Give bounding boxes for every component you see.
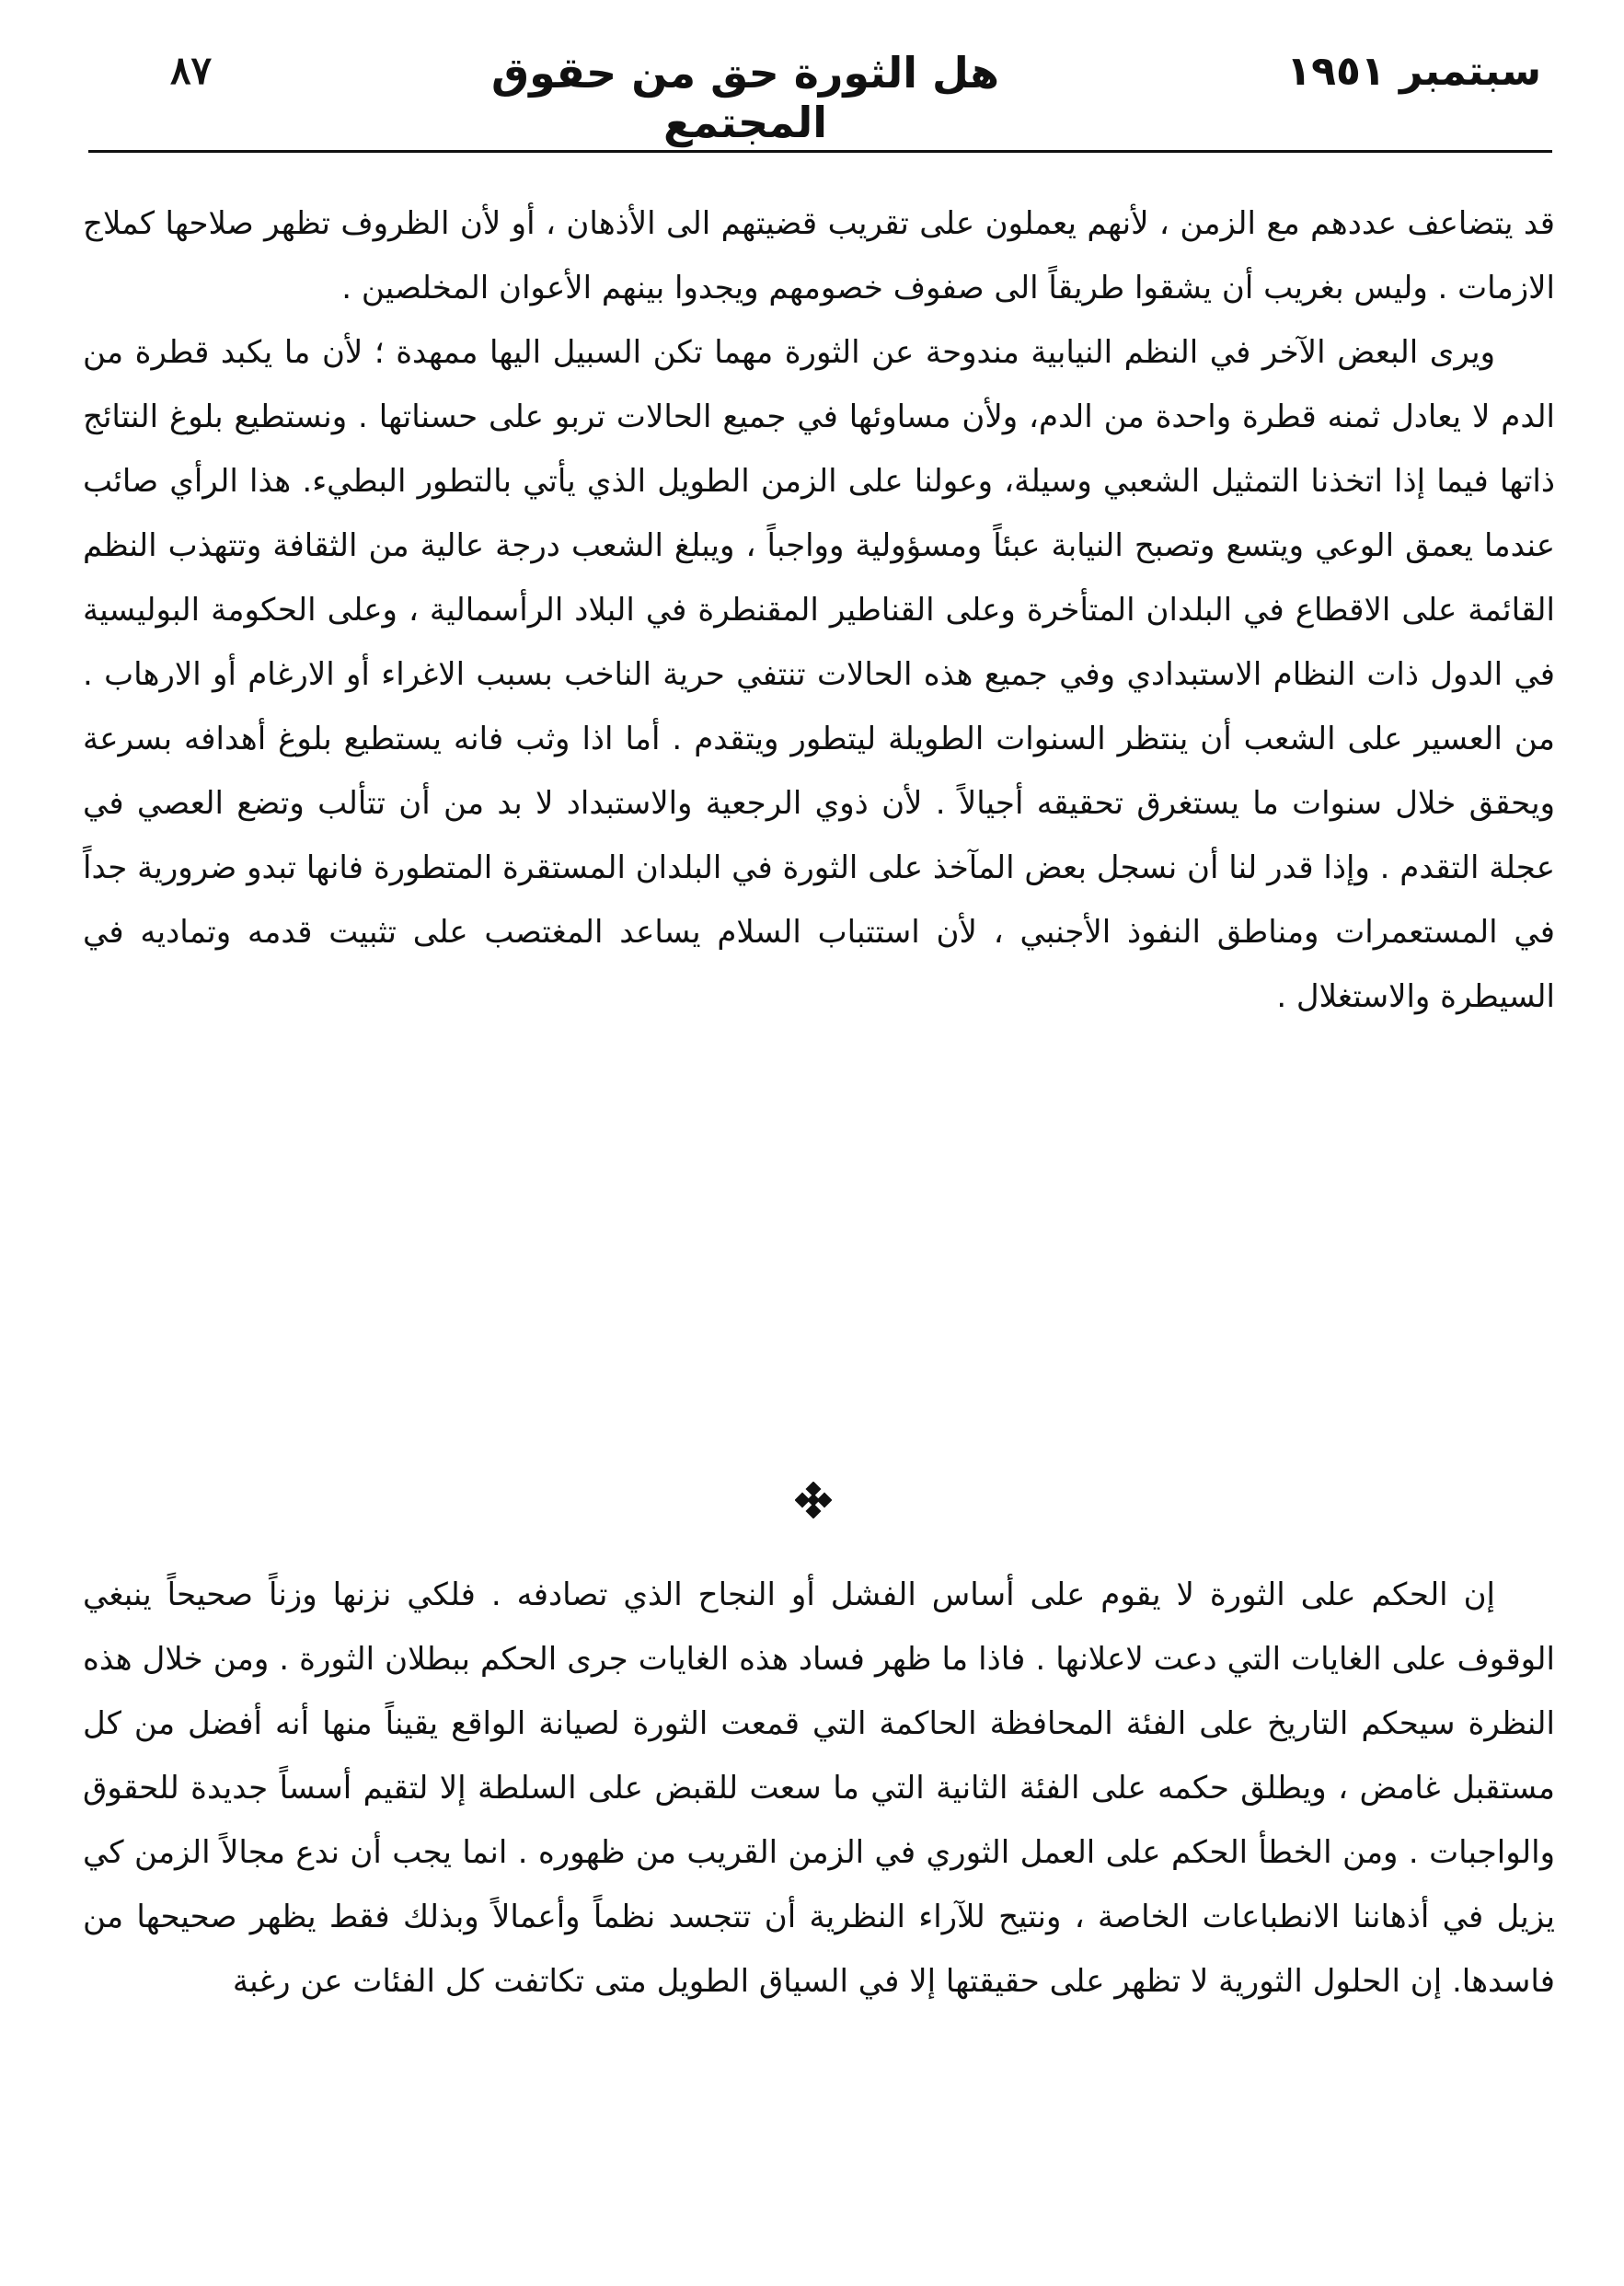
text-block-2 <box>83 1563 1555 2014</box>
paragraph-judging-revolution: إن الحكم على الثورة لا يقوم على أساس الفشل أو النجاح الذي تصادفه . فلكي نزنها وزناً صحيحاً ينبغي الوقوف على الغايات التي دعت لاعلانها . فاذا ما ظهر فساد هذه الغايات جرى الحكم ببطلان الثورة . ومن خلال هذه النظرة سيحكم التاريخ على الفئة المحافظة الحاكمة التي قمعت الثورة لصيانة الواقع يقيناً منها أنه أفضل من كل مستقبل غامض ، ويطلق حكمه على الفئة الثانية التي ما سعت للقبض على السلطة إلا لتقيم أسساً جديدة للحقوق والواجبات . ومن الخطأ الحكم على العمل الثوري في الزمن القريب من ظهوره . انما يجب أن ندع مجالاً الزمن كي يزيل في أذهاننا الانطباعات الخاصة ، ونتيح للآراء النظرية أن تتجسد نظماً وأعمالاً وبذلك فقط يظهر صحيحها من فاسدها. إن الحلول الثورية لا تظهر على حقيقتها إلا في السياق الطويل متى تكاتفت كل الفئات عن رغبة <box>83 1576 1555 2000</box>
running-head <box>83 48 1541 147</box>
running-title: هل الثورة حق من حقوق المجتمع <box>490 48 1000 147</box>
paragraph-parliamentary-systems: ويرى البعض الآخر في النظم النيابية مندوحة عن الثورة مهما تكن السبيل اليها ممهدة ؛ لأن ما يكبد قطرة من الدم لا يعادل ثمنه قطرة واحدة من الدم، ولأن مساوئها في جميع الحالات تربو على حسناتها . ونستطيع بلوغ النتائج ذاتها فيما إذا اتخذنا التمثيل الشعبي وسيلة، وعولنا على الزمن الطويل الذي يأتي بالتطور البطيء. هذا الرأي صائب عندما يعمق الوعي ويتسع وتصبح النيابة عبئاً ومسؤولية وواجباً ، ويبلغ الشعب درجة عالية من الثقافة وتتهذب النظم القائمة على الاقطاع في البلدان المتأخرة وعلى القناطير المقنطرة في البلاد الرأسمالية ، وعلى الحكومة البوليسية في الدول ذات النظام الاستبدادي وفي جميع هذه الحالات تنتفي حرية الناخب بسبب الاغراء أو الارغام أو الارهاب . من العسير على الشعب أن ينتظر السنوات الطويلة ليتطور ويتقدم . أما اذا وثب فانه يستطيع بلوغ أهدافه بسرعة ويحقق خلال سنوات ما يستغرق تحقيقه أجيالاً . لأن ذوي الرجعية والاستبداد لا بد من أن تتألب وتضع العصي في عجلة التقدم . وإذا قدر لنا أن نسجل بعض المآخذ على الثورة في البلدان المستقرة المتطورة فانها تبدو ضرورية جداً في المستعمرات ومناطق النفوذ الأجنبي ، لأن استتباب السلام يساعد المغتصب على تثبيت قدمه وتماديه في السيطرة والاستغلال . <box>83 334 1555 1015</box>
paragraph-continued: قد يتضاعف عددهم مع الزمن ، لأنهم يعملون على تقريب قضيتهم الى الأذهان ، أو لأن الظروف تظهر صلاحها كملاج الازمات . وليس بغريب أن يشقوا طريقاً الى صفوف خصومهم ويجدوا بينهم الأعوان المخلصين . <box>83 205 1555 306</box>
issue-date: سبتمبر ١٩٥١ <box>1286 48 1541 95</box>
text-block-1 <box>83 191 1555 1029</box>
header-rule <box>88 150 1552 153</box>
page-number: ٨٧ <box>170 48 213 93</box>
section-ornament-icon <box>795 1482 832 1518</box>
